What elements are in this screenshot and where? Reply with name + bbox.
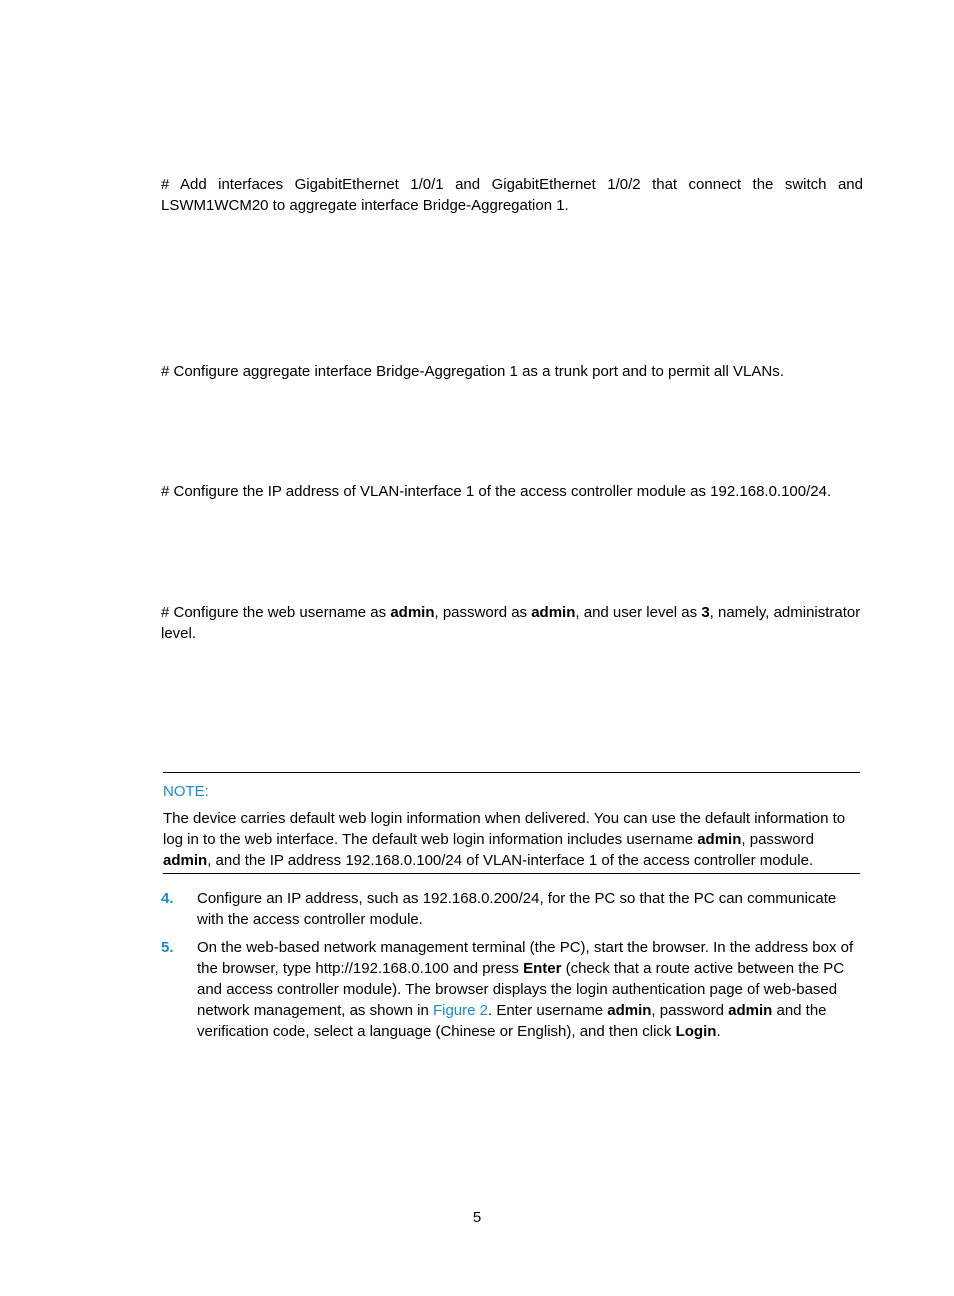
figure-2-link[interactable]: Figure 2 xyxy=(432,1002,488,1019)
step-number: 5. xyxy=(161,939,174,956)
bold-login: Login xyxy=(675,1023,717,1040)
text-run: , namely, administrator level. xyxy=(161,604,861,642)
text-run: On the web-based network management terminal (the PC), start the browser. In the address box of the browser, type http://192.168.0.100 and press xyxy=(197,939,854,977)
text-run: The device carries default web login information when delivered. You can use the default information to log in to the web interface. The default web login information includes username xyxy=(163,810,846,848)
bold-password: admin xyxy=(728,1002,773,1019)
bold-username: admin xyxy=(390,604,435,621)
text-run: , password xyxy=(741,831,814,848)
step-text xyxy=(197,937,863,1042)
text-run: and the verification code, select a language (Chinese or English), and then click xyxy=(197,1002,827,1040)
paragraph-configure-trunk: # Configure aggregate interface Bridge-Aggregation 1 as a trunk port and to permit all VLANs. xyxy=(161,363,784,380)
paragraph-configure-ip: # Configure the IP address of VLAN-interface 1 of the access controller module as 192.168.0.100/24. xyxy=(161,483,832,500)
text-run: (check that a route active between the PC and access controller module). The browser displays the login authentication page of web-based network management, as shown in xyxy=(197,960,845,1019)
bold-username: admin xyxy=(697,831,742,848)
bold-level: 3 xyxy=(701,604,710,621)
step-number: 4. xyxy=(161,890,174,907)
text-run: . xyxy=(716,1023,721,1040)
step-text: Configure an IP address, such as 192.168.0.200/24, for the PC so that the PC can communicate with the access controller module. xyxy=(197,890,837,928)
text-run: . Enter username xyxy=(488,1002,608,1019)
bold-password: admin xyxy=(163,852,208,869)
text-run: , and user level as xyxy=(575,604,702,621)
bold-enter: Enter xyxy=(523,960,562,977)
bold-username: admin xyxy=(607,1002,652,1019)
bold-password: admin xyxy=(531,604,576,621)
note-body xyxy=(163,808,860,871)
text-run: , and the IP address 192.168.0.100/24 of VLAN-interface 1 of the access controller module. xyxy=(207,852,814,869)
note-title: NOTE: xyxy=(163,783,209,800)
text-run: , password xyxy=(651,1002,729,1019)
paragraph-add-interfaces: # Add interfaces GigabitEthernet 1/0/1 and GigabitEthernet 1/0/2 that connect the switch and LSWM1WCM20 to aggregate interface Bridge-Aggregation 1. xyxy=(161,176,863,214)
text-run: , password as xyxy=(434,604,532,621)
note-box xyxy=(163,772,860,874)
paragraph-configure-web-user xyxy=(161,602,863,644)
page-number: 5 xyxy=(472,1209,482,1226)
text-run: # Configure the web username as xyxy=(161,604,391,621)
